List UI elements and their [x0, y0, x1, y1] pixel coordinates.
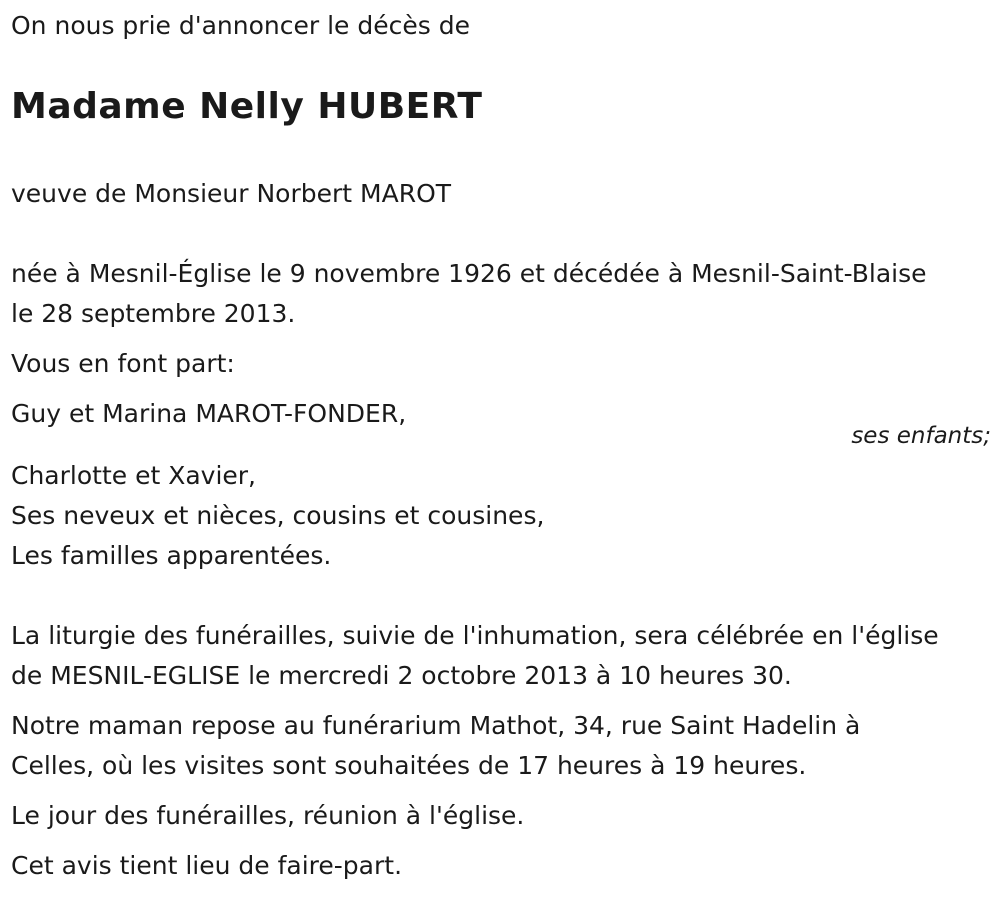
children-role: ses enfants;: [851, 423, 991, 449]
birth-death-line-2: le 28 septembre 2013.: [11, 299, 296, 328]
closing-note: Cet avis tient lieu de faire-part.: [11, 851, 403, 880]
liturgy-line-1: La liturgie des funérailles, suivie de l'inhumation, sera célébrée en l'église: [11, 621, 939, 650]
widow-block: [11, 174, 451, 214]
notice-intro: On nous prie d'annoncer le décès de: [11, 11, 470, 40]
meeting-block: [11, 796, 524, 836]
family-line-relatives: Ses neveux et nièces, cousins et cousines,: [11, 501, 545, 530]
family-line-grandchildren: Charlotte et Xavier,: [11, 461, 256, 490]
repose-line-2: Celles, où les visites sont souhaitées de 17 heures à 19 heures.: [11, 751, 807, 780]
closing-block: [11, 846, 402, 886]
birth-death-block: [11, 254, 927, 334]
notice-intro-block: [11, 6, 470, 46]
liturgy-block: [11, 616, 939, 696]
announcers-intro-block: [11, 344, 235, 384]
family-line-families: Les familles apparentées.: [11, 541, 332, 570]
meeting-info: Le jour des funérailles, réunion à l'église.: [11, 801, 525, 830]
children-block: [11, 394, 406, 434]
announcers-intro: Vous en font part:: [11, 349, 235, 378]
children-names: Guy et Marina MAROT-FONDER,: [11, 399, 407, 428]
birth-death-line-1: née à Mesnil-Église le 9 novembre 1926 et décédée à Mesnil-Saint-Blaise: [11, 259, 927, 288]
deceased-name: Madame Nelly HUBERT: [11, 86, 483, 127]
family-list: [11, 456, 544, 576]
repose-block: [11, 706, 860, 786]
repose-line-1: Notre maman repose au funérarium Mathot, 34, rue Saint Hadelin à: [11, 711, 861, 740]
liturgy-line-2: de MESNIL-EGLISE le mercredi 2 octobre 2013 à 10 heures 30.: [11, 661, 792, 690]
widow-of: veuve de Monsieur Norbert MAROT: [11, 179, 452, 208]
